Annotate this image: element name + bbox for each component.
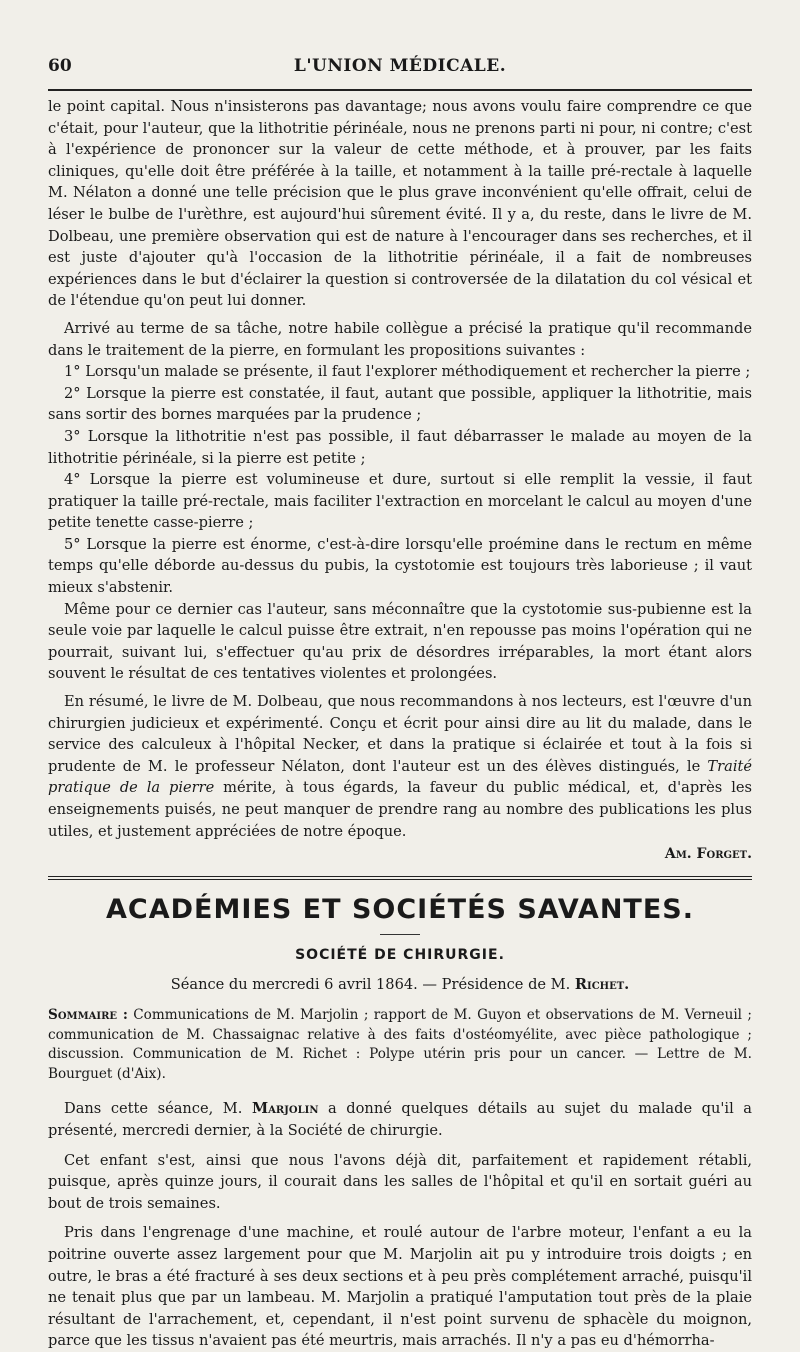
proposition-item: 5° Lorsque la pierre est énorme, c'est-à-dire lorsqu'elle proémine dans le rectum en même temps qu'elle déborde au-dessus du pubis, la cystotomie est toujours très laborieuse ; il vaut mieux s'abstenir.	[48, 535, 752, 597]
proposition-item: 4° Lorsque la pierre est volumineuse et dure, surtout si elle remplit la vessie, il faut pratiquer la taille pré-rectale, mais faciliter l'extraction en morcelant le calcul au moyen d'une petite tenette casse-pierre ;	[48, 471, 752, 532]
title-dash	[380, 934, 420, 935]
running-title: L'UNION MÉDICALE.	[293, 56, 507, 76]
book-review	[48, 96, 752, 866]
report-paragraph: Dans cette séance, M. Marjolin a donné quelques détails au sujet du malade qu'il a présenté, mercredi dernier, à la Société de chirurgie.	[48, 1100, 752, 1139]
proposition-item: 2° Lorsque la pierre est constatée, il faut, autant que possible, appliquer la lithotritie, mais sans sortir des bornes marquées par la prudence ;	[48, 384, 752, 424]
session-line: Séance du mercredi 6 avril 1864. — Présidence de M. Richet.	[170, 976, 630, 994]
report-paragraph: Cet enfant s'est, ainsi que nous l'avons déjà dit, parfaitement et rapidement rétabli, puisque, après quinze jours, il courait dans les salles de l'hôpital et qu'il en sortait guéri au bout de trois semaines.	[48, 1151, 752, 1212]
author-signature: Am. Forget.	[664, 846, 752, 863]
section-title: ACADÉMIES ET SOCIÉTÉS SAVANTES.	[106, 893, 694, 925]
president-name: Richet.	[574, 976, 630, 994]
review-paragraph: Même pour ce dernier cas l'auteur, sans méconnaître que la cystotomie sus-pubienne est la seule voie par laquelle le calcul puisse être extrait, n'en repousse pas moins l'opération qui ne pourrait, suivant lui, s'effectuer qu'au prix de désordres irréparables, la mort étant alors souvent le résultat de ces tentatives violentes et prolongées.	[48, 600, 752, 683]
review-paragraph: Arrivé au terme de sa tâche, notre habile collègue a précisé la pratique qu'il recommande dans le traitement de la pierre, en formulant les propositions suivantes :	[48, 319, 752, 359]
proposition-item: 1° Lorsqu'un malade se présente, il faut l'explorer méthodiquement et rechercher la pierre ;	[64, 363, 751, 381]
header-rule	[48, 89, 752, 91]
book-title: Traité pratique de la pierre	[48, 757, 752, 797]
proposition-item: 3° Lorsque la lithotritie n'est pas possible, il faut débarrasser le malade au moyen de la lithotritie périnéale, si la pierre est petite ;	[48, 427, 752, 467]
page-number: 60	[48, 56, 72, 76]
report-paragraph: Pris dans l'engrenage d'une machine, et roulé autour de l'arbre moteur, l'enfant a eu la poitrine ouverte assez largement pour que M. Marjolin ait pu y introduire trois doigts ; en outre, le bras a été fracturé à ses deux sections et à peu près complétement arraché, puisqu'il ne tenait plus que par un lambeau. M. Marjolin a pratiqué l'amputation tout près de la plaie résultant de l'arrachement, et, cependant, il n'est point survenu de sphacèle du moignon, parce que les tissus n'avaient pas été meurtris, mais arrachés. Il n'y a pas eu d'hémorrha-	[48, 1224, 752, 1350]
page-header	[48, 56, 752, 82]
page-body	[48, 96, 752, 1352]
speaker-name: Marjolin	[251, 1100, 319, 1118]
section-divider	[48, 876, 752, 880]
review-paragraph: le point capital. Nous n'insisterons pas davantage; nous avons voulu faire comprendre ce que c'était, pour l'auteur, que la lithotritie périnéale, nous ne prenons parti ni pour, ni contre; c'est à l'expérience de prononcer sur la valeur de cette méthode, et à prouver, par les faits cliniques, qu'elle doit être préférée à la taille, et notamment à la taille pré-rectale à laquelle M. Nélaton a donné une telle précision que le plus grave inconvénient qu'elle offrait, celui de léser le bulbe de l'urèthre, est aujourd'hui sûrement évité. Il y a, du reste, dans le livre de M. Dolbeau, une première observation qui est de nature à l'encourager dans ses recherches, et il est juste d'ajouter qu'à l'occasion de la lithotritie périnéale, il a fait de nombreuses expériences dans le but d'éclairer la question si controversée de la dilatation du col vésical et de l'étendue qu'on peut lui donner.	[48, 98, 752, 310]
review-conclusion: En résumé, le livre de M. Dolbeau, que nous recommandons à nos lecteurs, est l'œuvre d'un chirurgien judicieux et expérimenté. Conçu et écrit pour ainsi dire au lit du malade, dans le service des calculeux à l'hôpital Necker, et dans la pratique si éclairée et tout à la fois si prudente de M. le professeur Nélaton, dont l'auteur est un des élèves distingués, le Traité pratique de la pierre mérite, à tous égards, la faveur du public médical, et, d'après les enseignements puisés, ne peut manquer de prendre rang au nombre des publications les plus utiles, et justement appréciées de notre époque.	[48, 693, 752, 840]
sommaire-label: Sommaire :	[48, 1006, 128, 1023]
society-title: SOCIÉTÉ DE CHIRURGIE.	[295, 946, 505, 963]
session-report	[48, 1098, 752, 1352]
sommaire: Sommaire : Communications de M. Marjolin ; rapport de M. Guyon et observations de M. Verneuil ; communication de M. Chassaignac relative à des faits d'ostéomyélite, avec pièce pathologique ; discussion. Communication de M. Richet : Polype utérin pris pour un cancer. — Lettre de M. Bourguet (d'Aix).	[48, 1006, 752, 1082]
